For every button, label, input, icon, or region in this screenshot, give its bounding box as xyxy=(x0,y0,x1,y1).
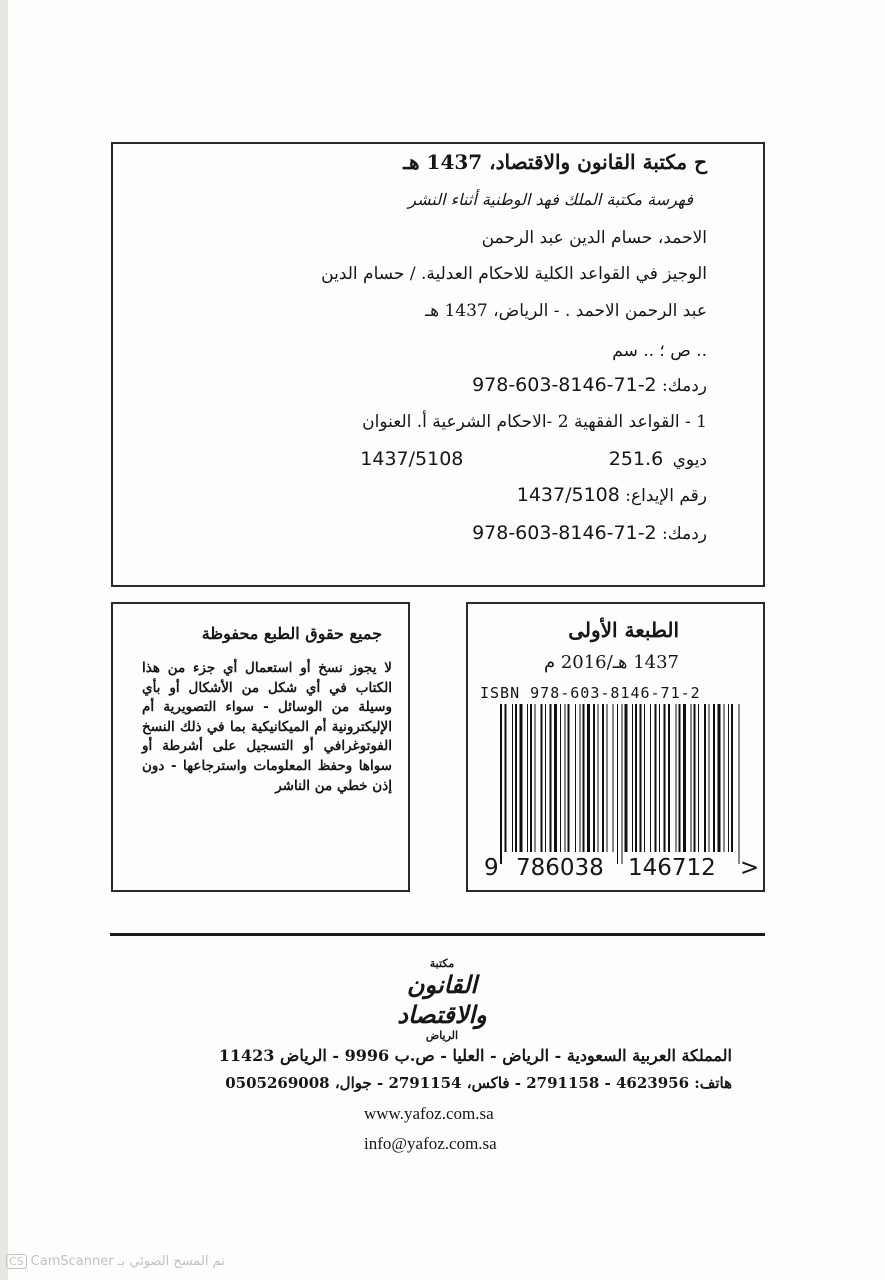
catalog-title-line2: عبد الرحمن الاحمد . - الرياض، 1437 هـ xyxy=(425,301,707,321)
barcode-bar xyxy=(520,704,523,852)
barcode-bar xyxy=(560,704,561,852)
barcode-bar xyxy=(704,704,706,852)
barcode-digit-prefix: 9 xyxy=(484,855,499,881)
catalog-isbn2-value: 978-603-8146-71-2 xyxy=(472,522,657,544)
barcode-bar xyxy=(535,704,536,852)
barcode-bar xyxy=(644,704,645,852)
barcode-bar xyxy=(731,704,733,852)
barcode-bar xyxy=(668,704,670,852)
barcode-bar xyxy=(635,704,637,852)
barcode-bar xyxy=(698,704,699,852)
scanner-text: تم المسح الضوئي بـ CamScanner xyxy=(30,1254,225,1269)
barcode-digit-group1: 786038 xyxy=(516,855,604,881)
barcode-bar xyxy=(718,704,721,852)
catalog-subjects: 1 - القواعد الفقهية 2 -الاحكام الشرعية أ. العنوان xyxy=(362,412,707,432)
barcode-bar xyxy=(694,704,696,852)
scanner-watermark xyxy=(6,1254,225,1269)
rights-title: جميع حقوق الطبع محفوظة xyxy=(201,624,382,643)
catalog-isbn-label: ردمك: xyxy=(662,376,707,396)
catalog-deposit-row xyxy=(517,484,707,506)
barcode-bar xyxy=(545,704,546,852)
barcode-bar xyxy=(500,704,502,864)
barcode-bar xyxy=(676,704,677,852)
publisher-website: www.yafoz.com.sa xyxy=(364,1104,494,1123)
catalog-deposit-label: رقم الإيداع: xyxy=(625,486,707,506)
barcode-bar xyxy=(691,704,692,852)
barcode-bar xyxy=(659,704,660,852)
catalog-header: ح مكتبة القانون والاقتصاد، 1437 هـ xyxy=(403,150,707,174)
barcode-bar xyxy=(728,704,729,852)
publisher-address: المملكة العربية السعودية - الرياض - العليا - ص.ب 9996 - الرياض 11423 xyxy=(218,1046,732,1065)
barcode-bar xyxy=(527,704,528,852)
barcode-bar xyxy=(580,704,581,852)
catalog-dewey-value: 251.6 xyxy=(608,448,664,470)
barcode-bar xyxy=(575,704,576,852)
barcode-bar xyxy=(632,704,633,852)
catalog-subheader: فهرسة مكتبة الملك فهد الوطنية أثناء النشر xyxy=(408,190,693,209)
barcode-bar xyxy=(568,704,570,852)
barcode-bar xyxy=(565,704,566,852)
catalog-isbn-row xyxy=(472,374,707,396)
barcode-bar xyxy=(724,704,725,852)
page-edge xyxy=(0,0,8,1280)
barcode-bar xyxy=(607,704,608,852)
barcode-bar xyxy=(625,704,628,852)
logo-main-text: القانون والاقتصاد xyxy=(397,970,487,1029)
logo-bottom-text: الرياض xyxy=(425,1029,459,1042)
cataloging-box xyxy=(111,142,765,587)
barcode-bar xyxy=(655,704,657,852)
catalog-pages: .. ص ؛ .. سم xyxy=(612,341,707,361)
barcode-bar xyxy=(650,704,651,852)
isbn-text: ISBN 978-603-8146-71-2 xyxy=(480,684,701,702)
catalog-author: الاحمد، حسام الدين عبد الرحمن xyxy=(481,228,707,248)
barcode-bar xyxy=(709,704,710,852)
barcode-digits xyxy=(482,854,762,884)
barcode-bar xyxy=(587,704,590,852)
catalog-deposit-value: 1437/5108 xyxy=(516,484,620,506)
barcode-bar xyxy=(617,704,618,864)
barcode-bar xyxy=(613,704,614,852)
catalog-isbn2-label: ردمك: xyxy=(662,524,707,544)
barcode-bar xyxy=(505,704,507,852)
catalog-dewey-label: ديوي xyxy=(672,450,707,470)
barcode-bar xyxy=(583,704,585,852)
barcode-digit-group2: 146712 xyxy=(628,855,716,881)
divider-rule xyxy=(110,933,765,936)
barcode-bar xyxy=(598,704,599,852)
barcode-bar xyxy=(640,704,642,852)
barcode-digit-suffix: > xyxy=(740,855,760,881)
barcode-bar xyxy=(593,704,595,852)
barcode-bar xyxy=(683,704,686,852)
barcode-bar xyxy=(515,704,517,852)
barcode-bar xyxy=(602,704,604,852)
catalog-dewey-row xyxy=(360,448,707,470)
barcode-bar xyxy=(679,704,681,852)
scanner-badge: CS xyxy=(6,1254,27,1269)
barcode-bar xyxy=(530,704,532,852)
catalog-isbn-value: 978-603-8146-71-2 xyxy=(472,374,657,396)
edition-date: 1437 هـ/2016 م xyxy=(543,652,679,673)
barcode-bar xyxy=(541,704,543,852)
catalog-dewey-deposit: 1437/5108 xyxy=(360,448,464,470)
barcode-image xyxy=(498,704,742,864)
catalog-title-line1: الوجيز في القواعد الكلية للاحكام العدلية. / حسام الدين xyxy=(321,264,707,284)
publisher-email: info@yafoz.com.sa xyxy=(364,1134,497,1153)
barcode-bar xyxy=(550,704,552,852)
publisher-logo xyxy=(376,957,508,1042)
rights-body: لا يجوز نسخ أو استعمال أي جزء من هذا الكتاب في أي شكل من الأشكال أو بأي وسيلة من الوسائل - سواء التصويرية أم الإليكترونية أم الميكانيكية بما في ذلك النسخ الفوتوغرافي أو التسجيل على أشرطة أو سواها وحفظ المعلومات واسترجاعها - دون إذن خطي من الناشر xyxy=(142,660,392,794)
catalog-isbn2-row xyxy=(472,522,707,544)
barcode-bar xyxy=(664,704,666,852)
barcode-bar xyxy=(554,704,557,852)
logo-top-text: مكتبة xyxy=(429,957,455,970)
rights-box xyxy=(111,602,410,892)
barcode-bar xyxy=(512,704,513,852)
edition-title: الطبعة الأولى xyxy=(568,618,679,642)
publisher-phones: هاتف: 4623956 - 2791158 - فاكس، 2791154 - جوال، 0505269008 xyxy=(225,1074,732,1092)
barcode-bar xyxy=(622,704,623,864)
barcode-bar xyxy=(739,704,740,864)
edition-box xyxy=(466,602,765,892)
barcode-bar xyxy=(713,704,715,852)
